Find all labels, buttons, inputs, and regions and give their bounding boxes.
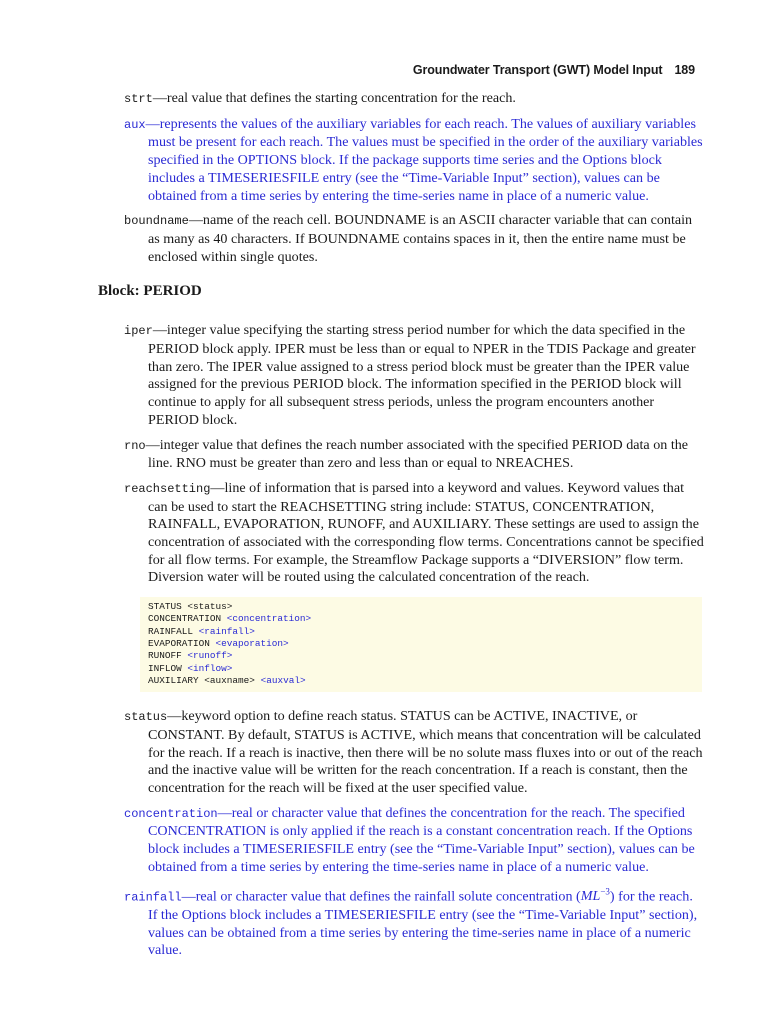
term-iper: iper (124, 324, 153, 339)
term-rno: rno (124, 438, 146, 453)
code-keyword: RUNOFF (148, 650, 182, 662)
definition-reachsetting: —line of information that is parsed into a keyword and values. Keyword values that can be used to start the REACHSETTING string include: STATUS, CONCENTRATION, RAINFALL, EVAPORATION, RUNOFF, and AUXILIARY. These settings are used to assign the concentration of associated with the corresponding flow terms. Concentrations cannot be specified for all flow terms. For example, the Streamflow Package supports a “DIVERSION” flow term. Diversion water will be routed using the calculated concentration of the reach. (148, 479, 704, 586)
code-arg[interactable]: <concentration> (226, 613, 312, 625)
code-arg: <auxname> (204, 674, 255, 686)
definition-rainfall-start[interactable]: —real or character value that defines the rainfall solute concentration ( (181, 888, 581, 905)
code-arg[interactable]: <runoff> (187, 650, 233, 662)
unit-base: ML (580, 888, 601, 905)
unit-exponent: −3 (600, 886, 610, 897)
entry-rainfall[interactable] (124, 884, 704, 961)
definition-aux[interactable]: —represents the values of the auxiliary variables for each reach. The values of auxiliary variables must be present for each reach. The values must be specified in the order of the auxiliary variables specified in the OPTIONS block. If the package supports time series and the Options block includes a TIMESERIESFILE entry (see the “Time-Variable Input” section), values can be obtained from a time series by entering the time-series name in place of a numeric value. (145, 115, 703, 204)
header-title: Groundwater Transport (GWT) Model Input (412, 63, 663, 77)
term-strt: strt (124, 92, 153, 106)
term-aux[interactable]: aux (124, 117, 146, 132)
code-line (148, 650, 694, 662)
definition-rno: —integer value that defines the reach number associated with the specified PERIOD data on the line. RNO must be greater than zero and less than or equal to NREACHES. (145, 436, 689, 472)
code-line (148, 626, 694, 638)
definition-strt: —real value that defines the starting concentration for the reach. (152, 90, 516, 106)
code-line (148, 601, 694, 613)
code-keyword: STATUS (148, 601, 182, 613)
definition-iper: —integer value specifying the starting stress period number for which the data specified in the PERIOD block apply. IPER must be less than or equal to NPER in the TDIS Package and greater than zero. The IPER value assigned to a stress period block must be greater than the IPER value assigned for the previous PERIOD block. The information specified in the PERIOD block will continue to apply for all subsequent stress periods, unless the program encounters another PERIOD block. (148, 322, 696, 428)
definition-boundname: —name of the reach cell. BOUNDNAME is an ASCII character variable that can contain as many as 40 characters. If BOUNDNAME contains spaces in it, then the entire name must be enclosed within single quotes. (148, 212, 693, 265)
page-number: 189 (674, 63, 695, 77)
entry-aux[interactable] (124, 116, 704, 206)
code-line (148, 663, 694, 675)
code-block (140, 597, 702, 692)
code-arg[interactable]: <evaporation> (215, 638, 289, 650)
term-rainfall[interactable]: rainfall (124, 890, 182, 905)
code-arg[interactable]: <rainfall> (198, 625, 255, 637)
entry-strt (124, 90, 704, 109)
entry-concentration[interactable] (124, 805, 704, 877)
block-heading: Block: PERIOD (98, 283, 202, 300)
code-keyword: RAINFALL (148, 625, 194, 637)
code-arg[interactable]: <auxval> (260, 674, 306, 686)
definition-status: —keyword option to define reach status. STATUS can be ACTIVE, INACTIVE, or CONSTANT. By default, STATUS is ACTIVE, which means that concentration will be calculated for the reach. If a reach is inactive, then there will be no solute mass fluxes into or out of the reach and the inactive value will be written for the reach concentration. If a reach is constant, then the concentration for the reach will be fixed at the user specified value. (148, 708, 703, 797)
entry-rno (124, 437, 704, 473)
code-arg[interactable]: <inflow> (187, 662, 233, 674)
definition-rainfall-end[interactable]: ) for the reach. If the Options block includes a TIMESERIESFILE entry (see the “Time-Variable Input” section), values can be obtained from a time series by entering the time-series name in place of a numeric value. (148, 888, 698, 959)
code-arg: <status> (187, 601, 233, 613)
definition-concentration[interactable]: —real or character value that defines the concentration for the reach. The specified CONCENTRATION is only applied if the reach is a constant concentration reach. If the Options block includes a TIMESERIESFILE entry (see the “Time-Variable Input” section), values can be obtained from a time series by entering the time-series name in place of a numeric value. (148, 804, 695, 875)
unit-expression (581, 888, 610, 904)
term-concentration[interactable]: concentration (124, 806, 218, 821)
code-keyword: INFLOW (148, 662, 182, 674)
page-body (0, 90, 768, 967)
term-reachsetting: reachsetting (124, 481, 211, 496)
code-line (148, 613, 694, 625)
entry-boundname (124, 212, 704, 266)
running-header (413, 63, 695, 77)
entry-reachsetting (124, 480, 704, 587)
code-line (148, 675, 694, 687)
code-keyword: AUXILIARY (148, 674, 199, 686)
term-boundname: boundname (124, 214, 189, 229)
code-line (148, 638, 694, 650)
entry-status (124, 708, 704, 798)
term-status: status (124, 710, 168, 725)
code-keyword: EVAPORATION (148, 638, 210, 650)
entry-iper (124, 322, 704, 429)
code-keyword: CONCENTRATION (148, 613, 222, 625)
